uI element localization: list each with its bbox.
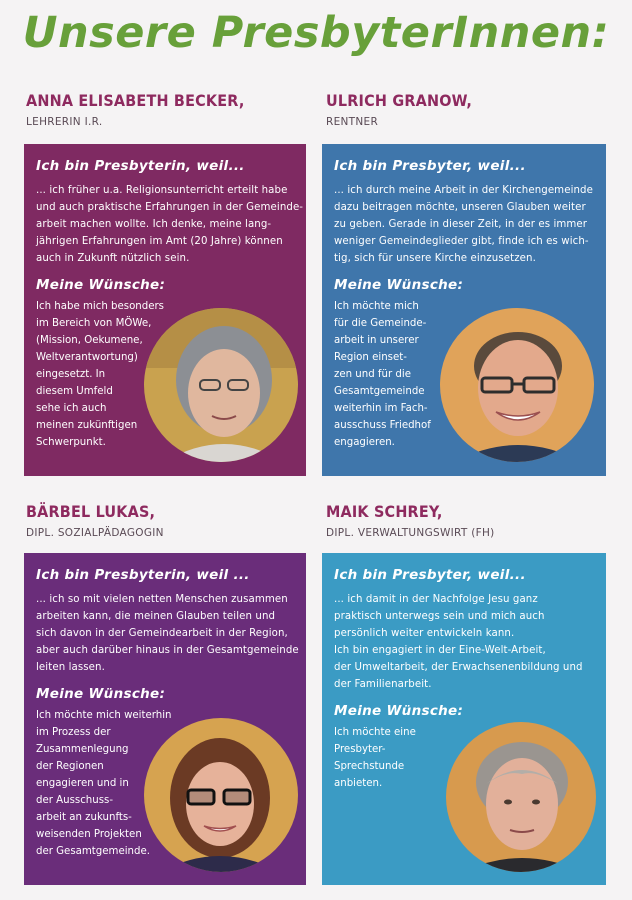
text-line: arbeiten kann, die meinen Glauben teilen und <box>36 611 276 622</box>
text-line: ... ich so mit vielen netten Menschen zusammen <box>36 594 288 605</box>
text-line: und auch praktische Erfahrungen in der Gemeinde- <box>36 202 304 213</box>
card-text <box>36 182 304 267</box>
text-line: ... ich früher u.a. Religionsunterricht erteilt habe <box>36 185 288 196</box>
card-text <box>334 591 594 693</box>
text-line: meinen zukünftigen <box>36 420 138 431</box>
wish-heading: Meine Wünsche: <box>334 703 464 719</box>
card-heading: Ich bin Presbyterin, weil ... <box>36 567 250 583</box>
text-line: zen und für die <box>334 369 411 380</box>
text-line: weisenden Projekten <box>36 829 142 840</box>
text-line: arbeit an zukunfts- <box>36 812 132 823</box>
text-line: eingesetzt. In <box>36 369 106 380</box>
person-header <box>326 91 472 128</box>
person-name: ANNA ELISABETH BECKER, <box>26 91 245 110</box>
text-line: der Regionen <box>36 761 104 772</box>
person-job: DIPL. VERWALTUNGSWIRT (FH) <box>326 527 495 539</box>
text-line: Schwerpunkt. <box>36 437 106 448</box>
text-line: der Umweltarbeit, der Erwachsenenbildung und <box>334 662 583 673</box>
text-line: für die Gemeinde- <box>334 318 427 329</box>
person-name: MAIK SCHREY, <box>326 502 443 521</box>
card-text <box>334 182 594 267</box>
portrait-photo <box>446 722 596 872</box>
text-line: praktisch unterwegs sein und mich auch <box>334 611 545 622</box>
text-line: dazu beitragen möchte, unseren Glauben weiter <box>334 202 586 213</box>
text-line: Ich habe mich besonders <box>36 301 164 312</box>
text-line: Ich möchte mich <box>334 301 419 312</box>
text-line: der Familienarbeit. <box>334 679 432 690</box>
card-text <box>36 591 299 676</box>
text-line: Ich bin engagiert in der Eine-Welt-Arbeit, <box>334 645 546 656</box>
text-line: weiterhin im Fach- <box>334 403 428 414</box>
text-line: zu geben. Gerade in dieser Zeit, in der es immer <box>334 219 588 230</box>
portrait-photo <box>144 718 298 872</box>
text-line: anbieten. <box>334 778 383 789</box>
text-line: auch in Zukunft nützlich sein. <box>36 253 190 264</box>
text-line: der Gesamtgemeinde. <box>36 846 150 857</box>
text-line: (Mission, Oekumene, <box>36 335 143 346</box>
portrait-photo <box>440 308 594 462</box>
text-line: diesem Umfeld <box>36 386 113 397</box>
text-line: sehe ich auch <box>36 403 107 414</box>
text-line: ... ich damit in der Nachfolge Jesu ganz <box>334 594 538 605</box>
text-line: ausschuss Friedhof <box>334 420 431 431</box>
text-line: Region einset- <box>334 352 407 363</box>
person-header <box>26 502 164 539</box>
text-line: Ich möchte eine <box>334 727 416 738</box>
text-line: im Prozess der <box>36 727 111 738</box>
text-line: jährigen Erfahrungen im Amt (20 Jahre) können <box>36 236 283 247</box>
text-line: ... ich durch meine Arbeit in der Kirchengemeinde <box>334 185 593 196</box>
person-job: RENTNER <box>326 116 379 128</box>
card-heading: Ich bin Presbyter, weil... <box>334 567 526 583</box>
text-line: engagieren und in <box>36 778 129 789</box>
text-line: arbeit in unserer <box>334 335 419 346</box>
text-line: Presbyter- <box>334 744 386 755</box>
card-heading: Ich bin Presbyterin, weil... <box>36 158 245 174</box>
text-line: sich davon in der Gemeindearbeit in der Region, <box>36 628 288 639</box>
wish-heading: Meine Wünsche: <box>36 686 166 702</box>
text-line: Zusammenlegung <box>36 744 129 755</box>
person-name: BÄRBEL LUKAS, <box>26 502 156 521</box>
page-title: Unsere PresbyterInnen: <box>22 8 610 58</box>
text-line: tig, sich für unsere Kirche einzusetzen. <box>334 253 536 264</box>
text-line: leiten lassen. <box>36 662 105 673</box>
text-line: persönlich weiter entwickeln kann. <box>334 628 515 639</box>
text-line: Sprechstunde <box>334 761 405 772</box>
person-header <box>326 502 495 539</box>
text-line: im Bereich von MÖWe, <box>36 318 152 329</box>
person-job: LEHRERIN I.R. <box>26 116 103 128</box>
person-name: ULRICH GRANOW, <box>326 91 473 110</box>
text-line: der Ausschuss- <box>36 795 114 806</box>
text-line: engagieren. <box>334 437 395 448</box>
text-line: Gesamtgemeinde <box>334 386 425 397</box>
person-job: DIPL. SOZIALPÄDAGOGIN <box>26 527 164 539</box>
wish-heading: Meine Wünsche: <box>36 277 166 293</box>
text-line: Weltverantwortung) <box>36 352 138 363</box>
card-heading: Ich bin Presbyter, weil... <box>334 158 526 174</box>
portrait-photo <box>144 308 298 462</box>
text-line: aber auch darüber hinaus in der Gesamtgemeinde <box>36 645 299 656</box>
text-line: Ich möchte mich weiterhin <box>36 710 172 721</box>
text-line: arbeit machen wollte. Ich denke, meine lang- <box>36 219 272 230</box>
person-header <box>26 91 245 128</box>
wish-heading: Meine Wünsche: <box>334 277 464 293</box>
text-line: weniger Gemeindeglieder gibt, finde ich es wich- <box>334 236 589 247</box>
